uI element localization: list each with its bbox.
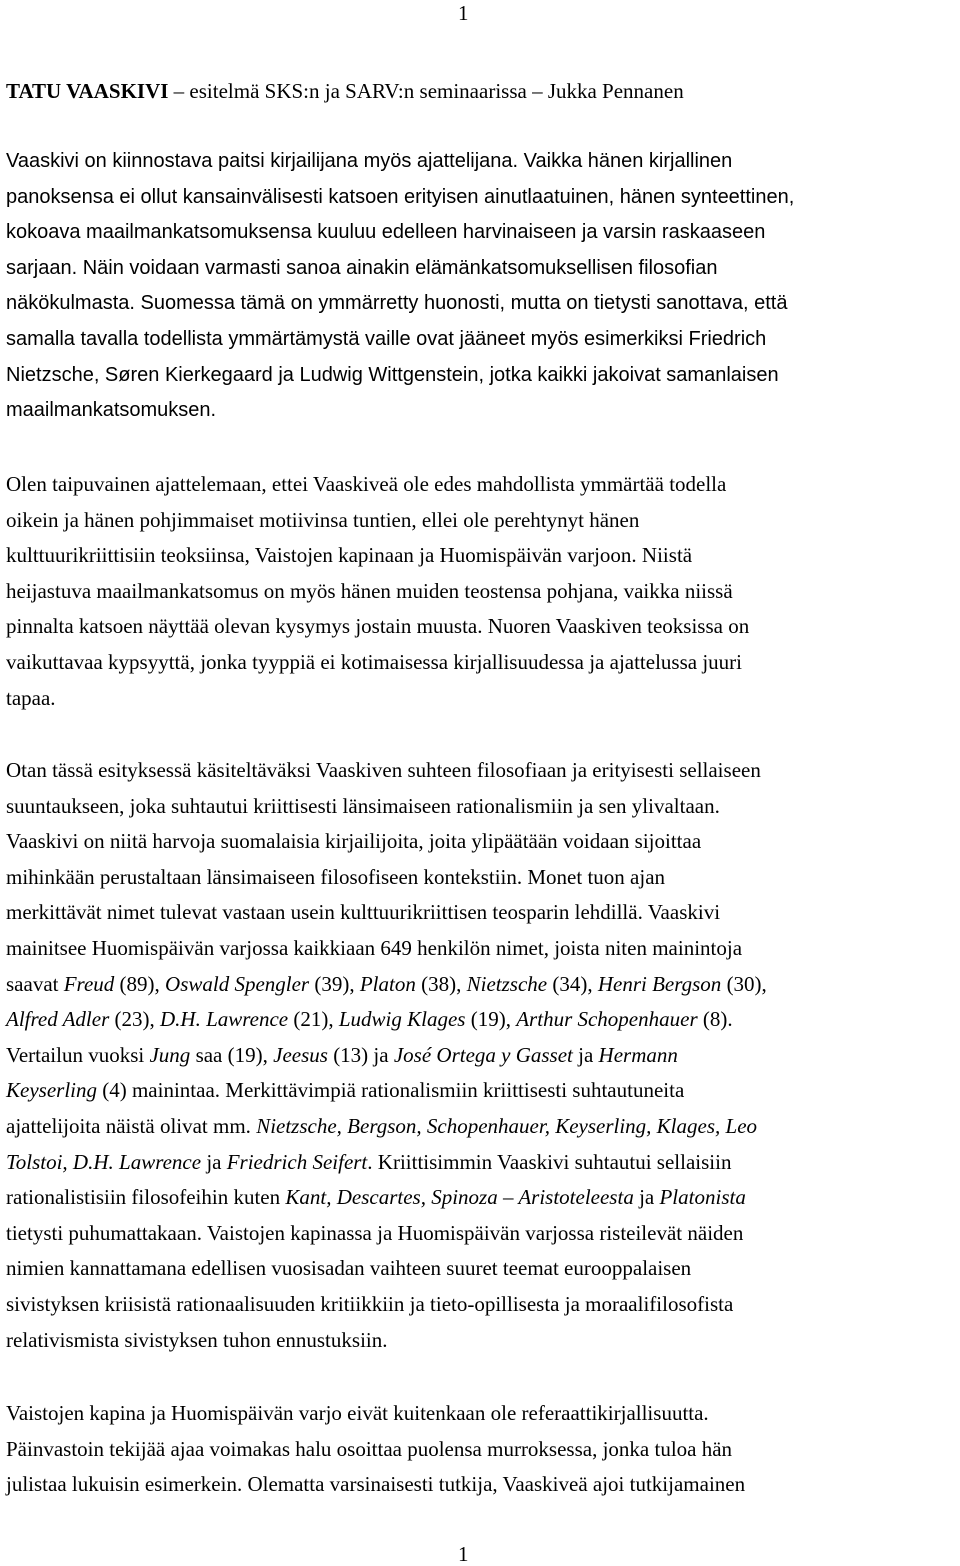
paragraph-3 (6, 753, 956, 1358)
text-line (6, 467, 956, 503)
paragraph-4 (6, 1396, 956, 1503)
page-number-top: 1 (458, 1, 469, 25)
text-segment: Olen taipuvainen ajattelemaan, ettei Vaaskiveä ole edes mahdollista ymmärtää todella (6, 472, 727, 496)
italic-name: Nietzsche (466, 971, 548, 996)
text-segment: panoksensa ei ollut kansainvälisesti katsoen erityisen ainutlaatuinen, hänen synteettinen, (6, 185, 795, 208)
text-segment: (34), (547, 971, 598, 996)
italic-name: Keyserling (6, 1078, 97, 1103)
italic-name: Kant, Descartes, Spinoza – Aristoteleesta (285, 1185, 634, 1210)
text-line (6, 1109, 956, 1145)
text-segment: Päinvastoin tekijää ajaa voimakas halu osoittaa puolensa murroksessa, jonka tuloa hän (6, 1436, 733, 1461)
italic-name: Arthur Schopenhauer (516, 1007, 698, 1032)
text-segment: kulttuurikriittisiin teoksiinsa, Vaistojen kapinaan ja Huomispäivän varjoon. Niistä (6, 543, 693, 568)
italic-name: Alfred Adler (6, 1007, 110, 1032)
text-segment: sarjaan. Näin voidaan varmasti sanoa ainakin elämänkatsomuksellisen filosofian (6, 256, 718, 279)
text-line (6, 322, 956, 358)
text-segment: suuntaukseen, joka suhtautui kriittisesti länsimaiseen rationalismiin ja sen ylivaltaan. (6, 793, 720, 818)
text-line (6, 1287, 956, 1323)
text-segment: kokoava maailmankatsomuksensa kuuluu edelleen harvinaiseen ja varsin raskaaseen (6, 221, 766, 244)
title-rest: – esitelmä SKS:n ja SARV:n seminaarissa – Jukka Pennanen (168, 79, 684, 103)
italic-name: Henri Bergson (597, 971, 722, 996)
text-line (6, 144, 956, 180)
text-segment: (38), (415, 971, 467, 996)
text-line (6, 1323, 956, 1359)
text-line (6, 645, 956, 681)
italic-name: José Ortega y Gasset (393, 1042, 573, 1067)
text-line (6, 1467, 956, 1503)
text-line (6, 967, 956, 1003)
text-segment: saa (19), (190, 1042, 274, 1067)
paragraph-1 (6, 144, 956, 429)
text-segment: mainitsee Huomispäivän varjossa kaikkiaan 649 henkilön nimet, joista niten mainintoja (6, 935, 743, 960)
italic-name: D.H. Lawrence (160, 1007, 289, 1032)
text-line (6, 1002, 956, 1038)
text-line (6, 1145, 956, 1181)
text-line (6, 180, 956, 216)
text-line (6, 251, 956, 287)
text-segment: (4) mainintaa. Merkittävimpiä rationalismiin kriittisesti suhtautuneita (96, 1078, 685, 1103)
text-segment: ja (201, 1149, 227, 1174)
italic-name: Oswald Spengler (165, 971, 310, 996)
italic-name: Platon (359, 971, 416, 996)
text-segment: tapaa. (6, 685, 56, 710)
text-line (6, 215, 956, 251)
text-line (6, 1038, 956, 1074)
title-bold: TATU VAASKIVI (6, 79, 169, 103)
text-line (6, 503, 956, 539)
text-line (6, 1432, 956, 1468)
text-line (6, 538, 956, 574)
text-line (6, 789, 956, 825)
text-line (6, 753, 956, 789)
text-line (6, 574, 956, 610)
italic-name: Hermann (598, 1042, 678, 1067)
italic-name: Tolstoi, D.H. Lawrence (6, 1149, 202, 1174)
italic-name: Nietzsche, Bergson, Schopenhauer, Keyserling, Klages, Leo (256, 1113, 758, 1138)
text-segment: (30), (721, 971, 767, 996)
text-segment: tietysti puhumattakaan. Vaistojen kapinassa ja Huomispäivän varjossa risteilevät näiden (6, 1220, 744, 1245)
text-segment: Otan tässä esityksessä käsiteltäväksi Vaaskiven suhteen filosofiaan ja erityisesti sellaiseen (6, 758, 761, 782)
text-segment: nimien kannattamana edellisen vuosisadan vaihteen suuret teemat eurooppalaisen (6, 1256, 692, 1281)
text-segment: ja (572, 1042, 599, 1067)
text-segment: Vaaskivi on niitä harvoja suomalaisia kirjailijoita, joita ylipäätään voidaan sijoittaa (6, 829, 702, 854)
text-segment: (39), (309, 971, 360, 996)
text-segment: sivistyksen kriisistä rationaalisuuden kritiikkiin ja tieto-opillisesta ja moraalifilosofista (6, 1291, 734, 1316)
italic-name: Friedrich Seifert (226, 1149, 368, 1174)
text-line (6, 1180, 956, 1216)
text-segment: ja (633, 1185, 660, 1210)
italic-name: Freud (63, 971, 115, 996)
text-segment: pinnalta katsoen näyttää olevan kysymys jostain muusta. Nuoren Vaaskiven teoksissa on (6, 614, 750, 639)
italic-name: Ludwig Klages (338, 1007, 466, 1032)
text-line (6, 895, 956, 931)
text-line (6, 931, 956, 967)
text-segment: vaikuttavaa kypsyyttä, jonka tyyppiä ei kotimaisessa kirjallisuudessa ja ajattelussa juuri (6, 649, 742, 674)
text-segment: . Kriittisimmin Vaaskivi suhtautui sellaisiin (367, 1149, 732, 1174)
text-line (6, 681, 956, 717)
text-segment: Nietzsche, Søren Kierkegaard ja Ludwig Wittgenstein, jotka kaikki jakoivat samanlaisen (6, 363, 779, 386)
text-segment: näkökulmasta. Suomessa tämä on ymmärretty huonosti, mutta on tietysti sanottava, että (6, 292, 788, 315)
text-segment: (89), (114, 971, 166, 996)
text-line (6, 860, 956, 896)
text-segment: (13) ja (327, 1042, 394, 1067)
text-segment: Vaistojen kapina ja Huomispäivän varjo eivät kuitenkaan ole referaattikirjallisuutta. (6, 1401, 709, 1425)
text-segment: (19), (465, 1007, 517, 1032)
text-segment: heijastuva maailmankatsomus on myös hänen muiden teostensa pohjana, vaikka niissä (6, 578, 733, 603)
paragraph-2 (6, 467, 956, 716)
text-segment: (21), (288, 1007, 339, 1032)
text-segment: maailmankatsomuksen. (6, 399, 217, 422)
text-segment: julistaa lukuisin esimerkein. Olematta varsinaisesti tutkija, Vaaskiveä ajoi tutkijamainen (6, 1472, 746, 1497)
text-line (6, 1073, 956, 1109)
text-segment: (8). (697, 1007, 733, 1032)
text-line (6, 609, 956, 645)
italic-name: Jung (149, 1042, 191, 1067)
text-segment: (23), (109, 1007, 160, 1032)
text-line (6, 1216, 956, 1252)
text-line (6, 393, 956, 429)
document-title (6, 76, 956, 106)
text-segment: ajattelijoita näistä olivat mm. (6, 1113, 257, 1138)
text-line (6, 1251, 956, 1287)
text-line (6, 824, 956, 860)
text-segment: rationalistisiin filosofeihin kuten (6, 1185, 286, 1210)
text-segment: Vertailun vuoksi (6, 1042, 150, 1067)
text-segment: saavat (6, 971, 64, 996)
page-number-bottom: 1 (458, 1542, 469, 1566)
text-segment: mihinkään perustaltaan länsimaiseen filosofiseen kontekstiin. Monet tuon ajan (6, 864, 666, 889)
text-segment: Vaaskivi on kiinnostava paitsi kirjailijana myös ajattelijana. Vaikka hänen kirjallinen (6, 150, 733, 172)
text-line (6, 1396, 956, 1432)
italic-name: Platonista (659, 1185, 746, 1210)
italic-name: Jeesus (273, 1042, 328, 1067)
text-segment: oikein ja hänen pohjimmaiset motiivinsa tuntien, ellei ole perehtynyt hänen (6, 507, 640, 532)
text-line (6, 286, 956, 322)
text-line (6, 358, 956, 394)
text-segment: merkittävät nimet tulevat vastaan usein kulttuurikriittisen teosparin lehdillä. Vaaskivi (6, 900, 721, 925)
text-segment: relativismista sivistyksen tuhon ennustuksiin. (6, 1327, 388, 1352)
text-segment: samalla tavalla todellista ymmärtämystä vaille ovat jääneet myös esimerkiksi Friedrich (6, 327, 767, 350)
